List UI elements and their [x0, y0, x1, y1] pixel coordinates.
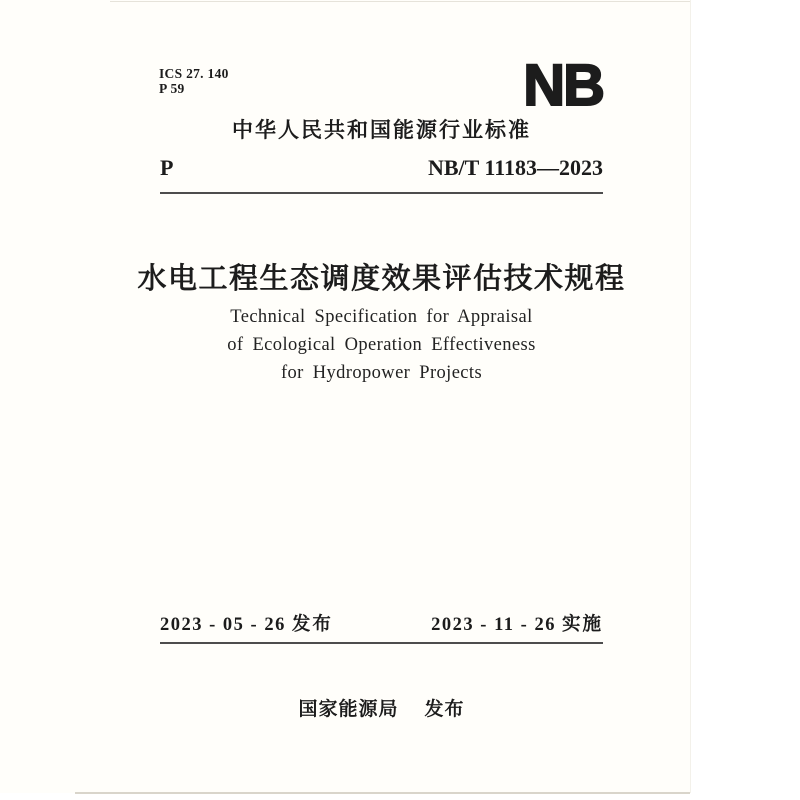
ics-code: ICS 27. 140: [159, 66, 229, 81]
standard-type-heading: 中华人民共和国能源行业标准: [232, 119, 531, 142]
implement-date-item: [431, 613, 603, 636]
page-bottom-edge: [75, 792, 690, 794]
standard-code-row: [160, 155, 603, 181]
publisher-action: 发布: [424, 699, 465, 720]
page-right-edge: [690, 0, 691, 793]
release-label: 发布: [291, 613, 333, 634]
title-chinese: 水电工程生态调度效果评估技术规程: [137, 263, 626, 295]
page-top-edge: [110, 1, 690, 2]
title-english-line-3: for Hydropower Projects: [280, 363, 483, 383]
dates-row: [160, 613, 603, 636]
doc-class-code: P 59: [159, 81, 185, 96]
index-letter: P: [160, 155, 174, 180]
title-english: [130, 303, 633, 387]
publisher-name: 国家能源局: [298, 699, 399, 720]
classification-codes: [159, 66, 229, 96]
release-date: 2023 - 05 - 26: [160, 615, 286, 635]
header-divider: [160, 192, 603, 194]
standard-number: NB/T 11183—2023: [427, 155, 603, 180]
nb-logo: NB: [523, 53, 603, 118]
footer-divider: [160, 642, 603, 644]
release-date-item: [160, 613, 333, 636]
title-english-line-1: Technical Specification for Appraisal: [230, 307, 533, 327]
publisher-row: [130, 699, 633, 721]
implement-label: 实施: [561, 613, 603, 634]
implement-date: 2023 - 11 - 26: [431, 615, 556, 635]
title-english-line-2: of Ecological Operation Effectiveness: [227, 335, 536, 355]
